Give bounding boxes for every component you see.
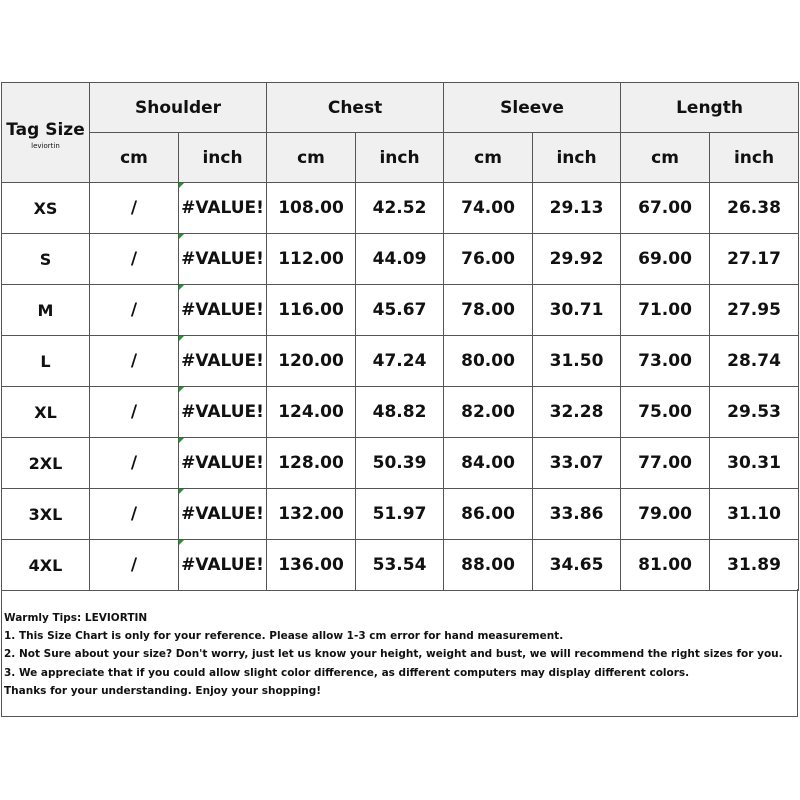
size-label-cell: 2XL xyxy=(2,438,90,489)
unit-header: cm xyxy=(621,133,710,183)
measurement-cell: 112.00 xyxy=(267,234,356,285)
measurement-cell: 77.00 xyxy=(621,438,710,489)
measurement-cell: / xyxy=(90,234,179,285)
measurement-cell: 30.31 xyxy=(710,438,799,489)
measurement-cell: / xyxy=(90,387,179,438)
measurement-cell: 88.00 xyxy=(444,540,533,591)
measurement-cell: / xyxy=(90,285,179,336)
measurement-cell: / xyxy=(90,336,179,387)
measurement-cell: 27.17 xyxy=(710,234,799,285)
measurement-cell: 124.00 xyxy=(267,387,356,438)
measurement-cell: 48.82 xyxy=(356,387,444,438)
measurement-cell: 67.00 xyxy=(621,183,710,234)
tips-panel xyxy=(1,589,798,717)
unit-header: inch xyxy=(356,133,444,183)
size-label-cell: XL xyxy=(2,387,90,438)
tips-closing: Thanks for your understanding. Enjoy your shopping! xyxy=(4,684,322,697)
size-label-cell: 4XL xyxy=(2,540,90,591)
measurement-cell: 76.00 xyxy=(444,234,533,285)
measurement-cell: 30.71 xyxy=(533,285,621,336)
tag-size-header xyxy=(2,83,90,183)
unit-header: inch xyxy=(179,133,267,183)
table-row xyxy=(2,387,799,438)
measurement-cell: 75.00 xyxy=(621,387,710,438)
measurement-cell: / xyxy=(90,489,179,540)
measurement-cell: 42.52 xyxy=(356,183,444,234)
measurement-cell: 80.00 xyxy=(444,336,533,387)
table-row xyxy=(2,183,799,234)
measurement-cell: 79.00 xyxy=(621,489,710,540)
header-group-row xyxy=(2,83,799,133)
tips-line: 3. We appreciate that if you could allow slight color difference, as different computers may display different colors. xyxy=(4,666,690,679)
measurement-cell: 45.67 xyxy=(356,285,444,336)
header-unit-row xyxy=(2,133,799,183)
measurement-cell: 82.00 xyxy=(444,387,533,438)
measurement-cell: 33.86 xyxy=(533,489,621,540)
unit-header: inch xyxy=(710,133,799,183)
measurement-cell: 31.50 xyxy=(533,336,621,387)
unit-header: inch xyxy=(533,133,621,183)
measurement-cell: 73.00 xyxy=(621,336,710,387)
measurement-cell: 51.97 xyxy=(356,489,444,540)
measurement-cell: 33.07 xyxy=(533,438,621,489)
size-label-cell: M xyxy=(2,285,90,336)
measurement-cell: 136.00 xyxy=(267,540,356,591)
measurement-cell: #VALUE! xyxy=(179,540,267,591)
group-header-chest: Chest xyxy=(267,83,444,133)
measurement-cell: 116.00 xyxy=(267,285,356,336)
group-header-shoulder: Shoulder xyxy=(90,83,267,133)
measurement-cell: 29.13 xyxy=(533,183,621,234)
measurement-cell: 84.00 xyxy=(444,438,533,489)
size-label-cell: L xyxy=(2,336,90,387)
measurement-cell: 120.00 xyxy=(267,336,356,387)
measurement-cell: 26.38 xyxy=(710,183,799,234)
measurement-cell: 29.53 xyxy=(710,387,799,438)
unit-header: cm xyxy=(90,133,179,183)
table-row xyxy=(2,234,799,285)
table-row xyxy=(2,540,799,591)
measurement-cell: 53.54 xyxy=(356,540,444,591)
size-chart-table xyxy=(1,82,799,591)
group-header-sleeve: Sleeve xyxy=(444,83,621,133)
measurement-cell: / xyxy=(90,183,179,234)
size-label-cell: 3XL xyxy=(2,489,90,540)
tips-line: 2. Not Sure about your size? Don't worry, just let us know your height, weight and bust, we will recommend the right sizes for you. xyxy=(4,648,783,661)
measurement-cell: 71.00 xyxy=(621,285,710,336)
measurement-cell: 74.00 xyxy=(444,183,533,234)
measurement-cell: 44.09 xyxy=(356,234,444,285)
measurement-cell: 128.00 xyxy=(267,438,356,489)
unit-header: cm xyxy=(267,133,356,183)
measurement-cell: 78.00 xyxy=(444,285,533,336)
measurement-cell: 32.28 xyxy=(533,387,621,438)
measurement-cell: #VALUE! xyxy=(179,183,267,234)
measurement-cell: 31.10 xyxy=(710,489,799,540)
measurement-cell: #VALUE! xyxy=(179,234,267,285)
tag-size-label: Tag Size xyxy=(6,119,85,140)
measurement-cell: 108.00 xyxy=(267,183,356,234)
table-row xyxy=(2,489,799,540)
brand-label: leviortin xyxy=(31,141,60,150)
tips-line: 1. This Size Chart is only for your reference. Please allow 1-3 cm error for hand measurement. xyxy=(4,630,564,643)
measurement-cell: 34.65 xyxy=(533,540,621,591)
measurement-cell: / xyxy=(90,540,179,591)
measurement-cell: 50.39 xyxy=(356,438,444,489)
measurement-cell: 47.24 xyxy=(356,336,444,387)
size-label-cell: XS xyxy=(2,183,90,234)
measurement-cell: #VALUE! xyxy=(179,489,267,540)
measurement-cell: 31.89 xyxy=(710,540,799,591)
measurement-cell: 86.00 xyxy=(444,489,533,540)
measurement-cell: 132.00 xyxy=(267,489,356,540)
measurement-cell: 81.00 xyxy=(621,540,710,591)
measurement-cell: 27.95 xyxy=(710,285,799,336)
table-row xyxy=(2,438,799,489)
measurement-cell: 29.92 xyxy=(533,234,621,285)
size-label-cell: S xyxy=(2,234,90,285)
table-row xyxy=(2,285,799,336)
group-header-length: Length xyxy=(621,83,799,133)
tips-heading: Warmly Tips: LEVIORTIN xyxy=(4,612,148,624)
measurement-cell: 28.74 xyxy=(710,336,799,387)
measurement-cell: #VALUE! xyxy=(179,438,267,489)
measurement-cell: #VALUE! xyxy=(179,336,267,387)
table-row xyxy=(2,336,799,387)
measurement-cell: 69.00 xyxy=(621,234,710,285)
measurement-cell: #VALUE! xyxy=(179,387,267,438)
measurement-cell: / xyxy=(90,438,179,489)
unit-header: cm xyxy=(444,133,533,183)
measurement-cell: #VALUE! xyxy=(179,285,267,336)
